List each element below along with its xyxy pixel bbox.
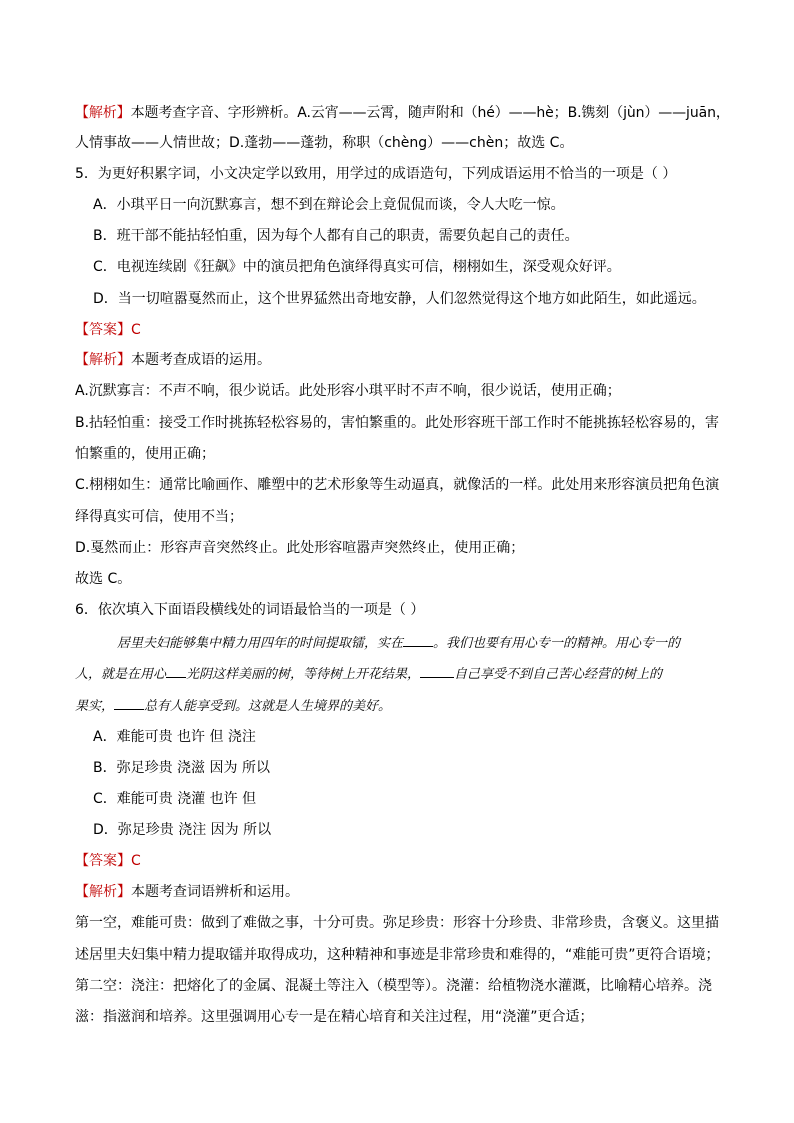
q5-analysis-line: D.戛然而止：形容声音突然终止。此处形容喧嚣声突然终止，使用正确； <box>75 540 525 556</box>
q5-answer <box>75 320 141 340</box>
answer-tag: 【答案】 <box>75 853 131 869</box>
q6-passage-line-1: 居里夫妇能够集中精力用四年的时间提取镭，实在 。我们也要有用心专一的精神。用心专一的 <box>117 633 680 654</box>
q4-analysis-line-2: 人情事故——人情世故；D.蓬勃——蓬勃，称职（chèng）——chèn；故选 C。 <box>75 135 574 151</box>
q5-option-a: A．小琪平日一向沉默寡言，想不到在辩论会上竟侃侃而谈，令人大吃一惊。 <box>93 197 565 213</box>
q6-option-d: D．弥足珍贵 浇注 因为 所以 <box>93 822 272 838</box>
answer-value: C <box>131 322 141 338</box>
analysis-tag: 【解析】 <box>75 884 131 900</box>
q6-option-a: A．难能可贵 也许 但 浇注 <box>93 729 256 745</box>
q6-analysis-header: 【解析】本题考查词语辨析和运用。 <box>75 884 299 900</box>
analysis-tag: 【解析】 <box>75 352 131 368</box>
fill-blank-1 <box>403 633 433 647</box>
q5-option-b: B．班干部不能拈轻怕重，因为每个人都有自己的职责，需要负起自己的责任。 <box>93 228 579 244</box>
q5-analysis-line: B.拈轻怕重：接受工作时挑拣轻松容易的，害怕繁重的。此处形容班干部工作时不能挑拣轻松容易的，害 <box>75 415 720 431</box>
fill-blank-3 <box>420 664 454 678</box>
fill-blank-2 <box>166 664 186 678</box>
q5-option-c: C．电视连续剧《狂飙》中的演员把角色演绎得真实可信，栩栩如生，深受观众好评。 <box>93 259 621 275</box>
q6-option-b: B．弥足珍贵 浇滋 因为 所以 <box>93 760 270 776</box>
q6-analysis-line: 滋：指滋润和培养。这里强调用心专一是在精心培育和关注过程，用“浇灌”更合适； <box>75 1009 594 1025</box>
q5-analysis-line: A.沉默寡言：不声不响，很少说话。此处形容小琪平时不声不响，很少说话，使用正确； <box>75 383 621 399</box>
q6-stem: 6．依次填入下面语段横线处的词语最恰当的一项是（ ） <box>75 602 425 618</box>
fill-blank-4 <box>114 696 144 710</box>
q6-analysis-line: 第一空，难能可贵：做到了难做之事，十分可贵。弥足珍贵：形容十分珍贵、非常珍贵，含褒义。这里描 <box>75 915 719 931</box>
q6-answer <box>75 851 141 871</box>
q5-analysis-line: 怕繁重的，使用正确； <box>75 446 215 462</box>
q5-analysis-header: 【解析】本题考查成语的运用。 <box>75 352 271 368</box>
analysis-tag: 【解析】 <box>75 105 131 121</box>
q4-analysis-line-1: 【解析】本题考查字音、字形辨析。A.云宵——云霄，随声附和（hé）——hè；B.镌刻（jùn）——juān， <box>75 105 730 121</box>
q6-passage-line-2: 人，就是在用心 光阴这样美丽的树，等待树上开花结果， 自己享受不到自己苦心经营的树上的 <box>75 664 662 685</box>
q5-analysis-line: 故选 C。 <box>75 571 132 587</box>
q5-stem: 5．为更好积累字词，小文决定学以致用，用学过的成语造句，下列成语运用不恰当的一项是（ ） <box>75 166 677 182</box>
q6-analysis-line: 第二空：浇注：把熔化了的金属、混凝土等注入（模型等）。浇灌：给植物浇水灌溉，比喻精心培养。浇 <box>75 978 712 994</box>
answer-value: C <box>131 853 141 869</box>
q5-analysis-line: C.栩栩如生：通常比喻画作、雕塑中的艺术形象等生动逼真，就像活的一样。此处用来形容演员把角色演 <box>75 477 720 493</box>
q5-option-d: D．当一切喧嚣戛然而止，这个世界猛然出奇地安静，人们忽然觉得这个地方如此陌生，如此遥远。 <box>93 291 706 307</box>
q6-analysis-line: 述居里夫妇集中精力提取镭并取得成功，这种精神和事迹是非常珍贵和难得的，“难能可贵”更符合语境； <box>75 947 720 963</box>
q6-passage-line-3: 果实， 总有人能享受到。这就是人生境界的美好。 <box>75 696 391 717</box>
q6-option-c: C．难能可贵 浇灌 也许 但 <box>93 791 257 807</box>
answer-tag: 【答案】 <box>75 322 131 338</box>
q5-analysis-line: 绎得真实可信，使用不当； <box>75 509 243 525</box>
